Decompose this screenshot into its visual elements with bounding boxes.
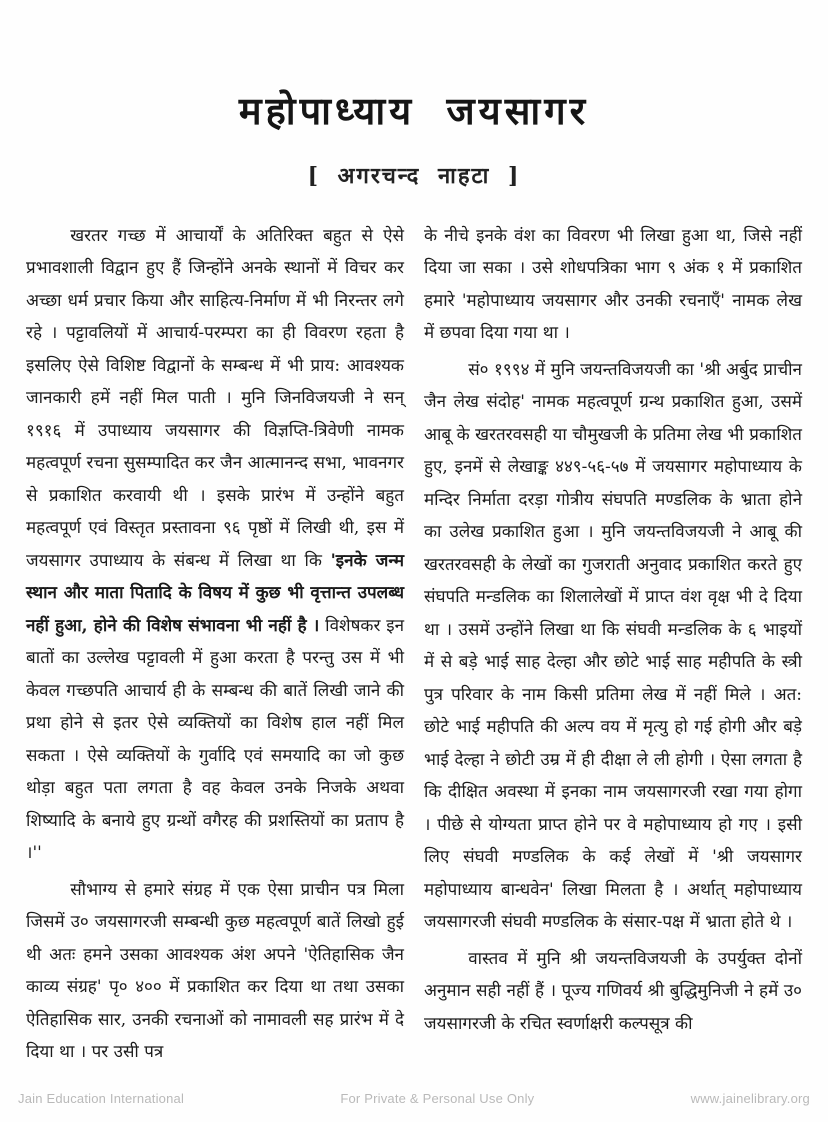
footer-website: www.jainelibrary.org [690,1091,810,1106]
body-text: सं० १९९४ में मुनि जयन्तविजयजी का 'श्री अर्बुद प्राचीन जैन लेख संदोह' नामक महत्वपूर्ण ग्रन्थ प्रकाशित हुआ, उसमें आबू के खरतरवसही या चौमुखजी के प्रतिमा लेख भी प्रकाशित हुए, इनमें से लेखाङ्क ४४९-५६-५७ में जयसागर महोपाध्याय के मन्दिर निर्माता दरड़ा गोत्रीय संघपति मण्डलिक के भ्राता होने का उलेख प्रकाशित हुआ । मुनि जयन्तविजयजी ने आबू की खरतरवसही के लेखों का गुजराती अनुवाद प्रकाशित करते हुए संघपति मन्डलिक का शिलालेखों में प्राप्त वंश वृक्ष भी दे दिया था । उसमें उन्होंने लिखा था कि संघवी मन्डलिक के ६ भाइयों में से बड़े भाई साह देल्हा और छोटे भाई साह महीपति के स्त्री पुत्र परिवार के नाम किसी प्रतिमा लेख में नहीं मिले । अत: छोटे भाई महीपति की अल्प वय में मृत्यु हो गई होगी और बड़े भाई देल्हा ने छोटी उम्र में ही दीक्षा ले ली होगी । ऐसा लगता है कि दीक्षित अवस्था में इनका नाम जयसागरजी रखा गया होगा । पीछे से योग्यता प्राप्त होने पर वे महोपाध्याय हो गए । इसी लिए संघवी मण्डलिक के कई लेखों में 'श्री जयसागर महोपाध्याय बान्धवेन' लिखा मिलता है । अर्थात् महोपाध्याय जयसागरजी संघवी मण्डलिक के संसार-पक्ष में भ्राता होते थे । [424,359,802,933]
left-column [26,220,404,1073]
article-body [0,220,828,1073]
paragraph [424,354,802,939]
page-title: महोपाध्याय जयसागर [238,88,590,133]
body-text: खरतर गच्छ में आचार्यों के अतिरिक्त बहुत से ऐसे प्रभावशाली विद्वान हुए हैं जिन्होंने अनके स्थानों में विचर कर अच्छा धर्म प्रचार किया और साहित्य-निर्माण में भी निरन्तर लगे रहे । पट्टावलियों में आचार्य-परम्परा का ही विवरण रहता है इसलिए ऐसे विशिष्ट विद्वानों के सम्बन्ध में भी प्राय: आवश्यक जानकारी हमें नहीं मिल पाती । मुनि जिनविजयजी ने सन् १९१६ में उपाध्याय जयसागर की विज्ञप्ति-त्रिवेणी नामक महत्वपूर्ण रचना सुसम्पादित कर जैन आत्मानन्द सभा, भावनगर से प्रकाशित करवायी थी । इसके प्रारंभ में उन्होंने बहुत महत्वपूर्ण एवं विस्तृत प्रस्तावना ९६ पृष्ठों में लिखी थी, इस में जयसागर उपाध्याय के संबन्ध में लिखा था कि [26,225,404,571]
quoted-bold-text: 'इनके जन्म स्थान और माता पितादि के विषय में कुछ भी वृत्तान्त उपलब्ध नहीं हुआ, होने की विशेष संभावना भी नहीं है । [26,550,404,636]
paragraph [424,943,802,1041]
body-text: वास्तव में मुनि श्री जयन्तविजयजी के उपर्युक्त दोनों अनुमान सही नहीं हैं । पूज्य गणिवर्य श्री बुद्धिमुनिजी ने हमें उ० जयसागरजी के रचित स्वर्णाक्षरी कल्पसूत्र की [424,948,802,1034]
paragraph [424,220,802,350]
footer-publisher: Jain Education International [18,1091,185,1106]
right-column [424,220,802,1073]
paragraph [26,874,404,1069]
body-text: के नीचे इनके वंश का विवरण भी लिखा हुआ था, जिसे नहीं दिया जा सका । उसे शोधपत्रिका भाग ९ अंक १ में प्रकाशित हमारे 'महोपाध्याय जयसागर और उनकी रचनाएँ' नामक लेख में छपवा दिया गया था । [424,225,802,344]
paragraph [26,220,404,870]
footer-usage-note: For Private & Personal Use Only [340,1091,535,1106]
document-header [0,0,828,190]
body-text: विशेषकर इन बातों का उल्लेख पट्टावली में हुआ करता है परन्तु उस में भी केवल गच्छपति आचार्य ही के सम्बन्ध की बातें लिखी जाने की प्रथा होने से इतर ऐसे व्यक्तियों का विशेष हाल नहीं मिल सकता । ऐसे व्यक्तियों के गुर्वादि एवं समयादि का जो कुछ थोड़ा बहुत पता लगता है वह केवल उनके निजके अथवा शिष्यादि के बनाये हुए ग्रन्थों वगैरह की प्रशस्तियों का प्रताप है ।'' [26,615,404,864]
body-text: सौभाग्य से हमारे संग्रह में एक ऐसा प्राचीन पत्र मिला जिसमें उ० जयसागरजी सम्बन्धी कुछ महत्वपूर्ण बातें लिखो हुई थी अतः हमने उसका आवश्यक अंश अपने 'ऐतिहासिक जैन काव्य संग्रह' पृ० ४०० में प्रकाशित कर दिया था तथा उसका ऐतिहासिक सार, उनकी रचनाओं को नामावली सह प्रारंभ में दे दिया था । पर उसी पत्र [26,879,404,1063]
scan-footer [0,1091,828,1106]
author-byline: [ अगरचन्द नाहटा ] [307,162,521,189]
